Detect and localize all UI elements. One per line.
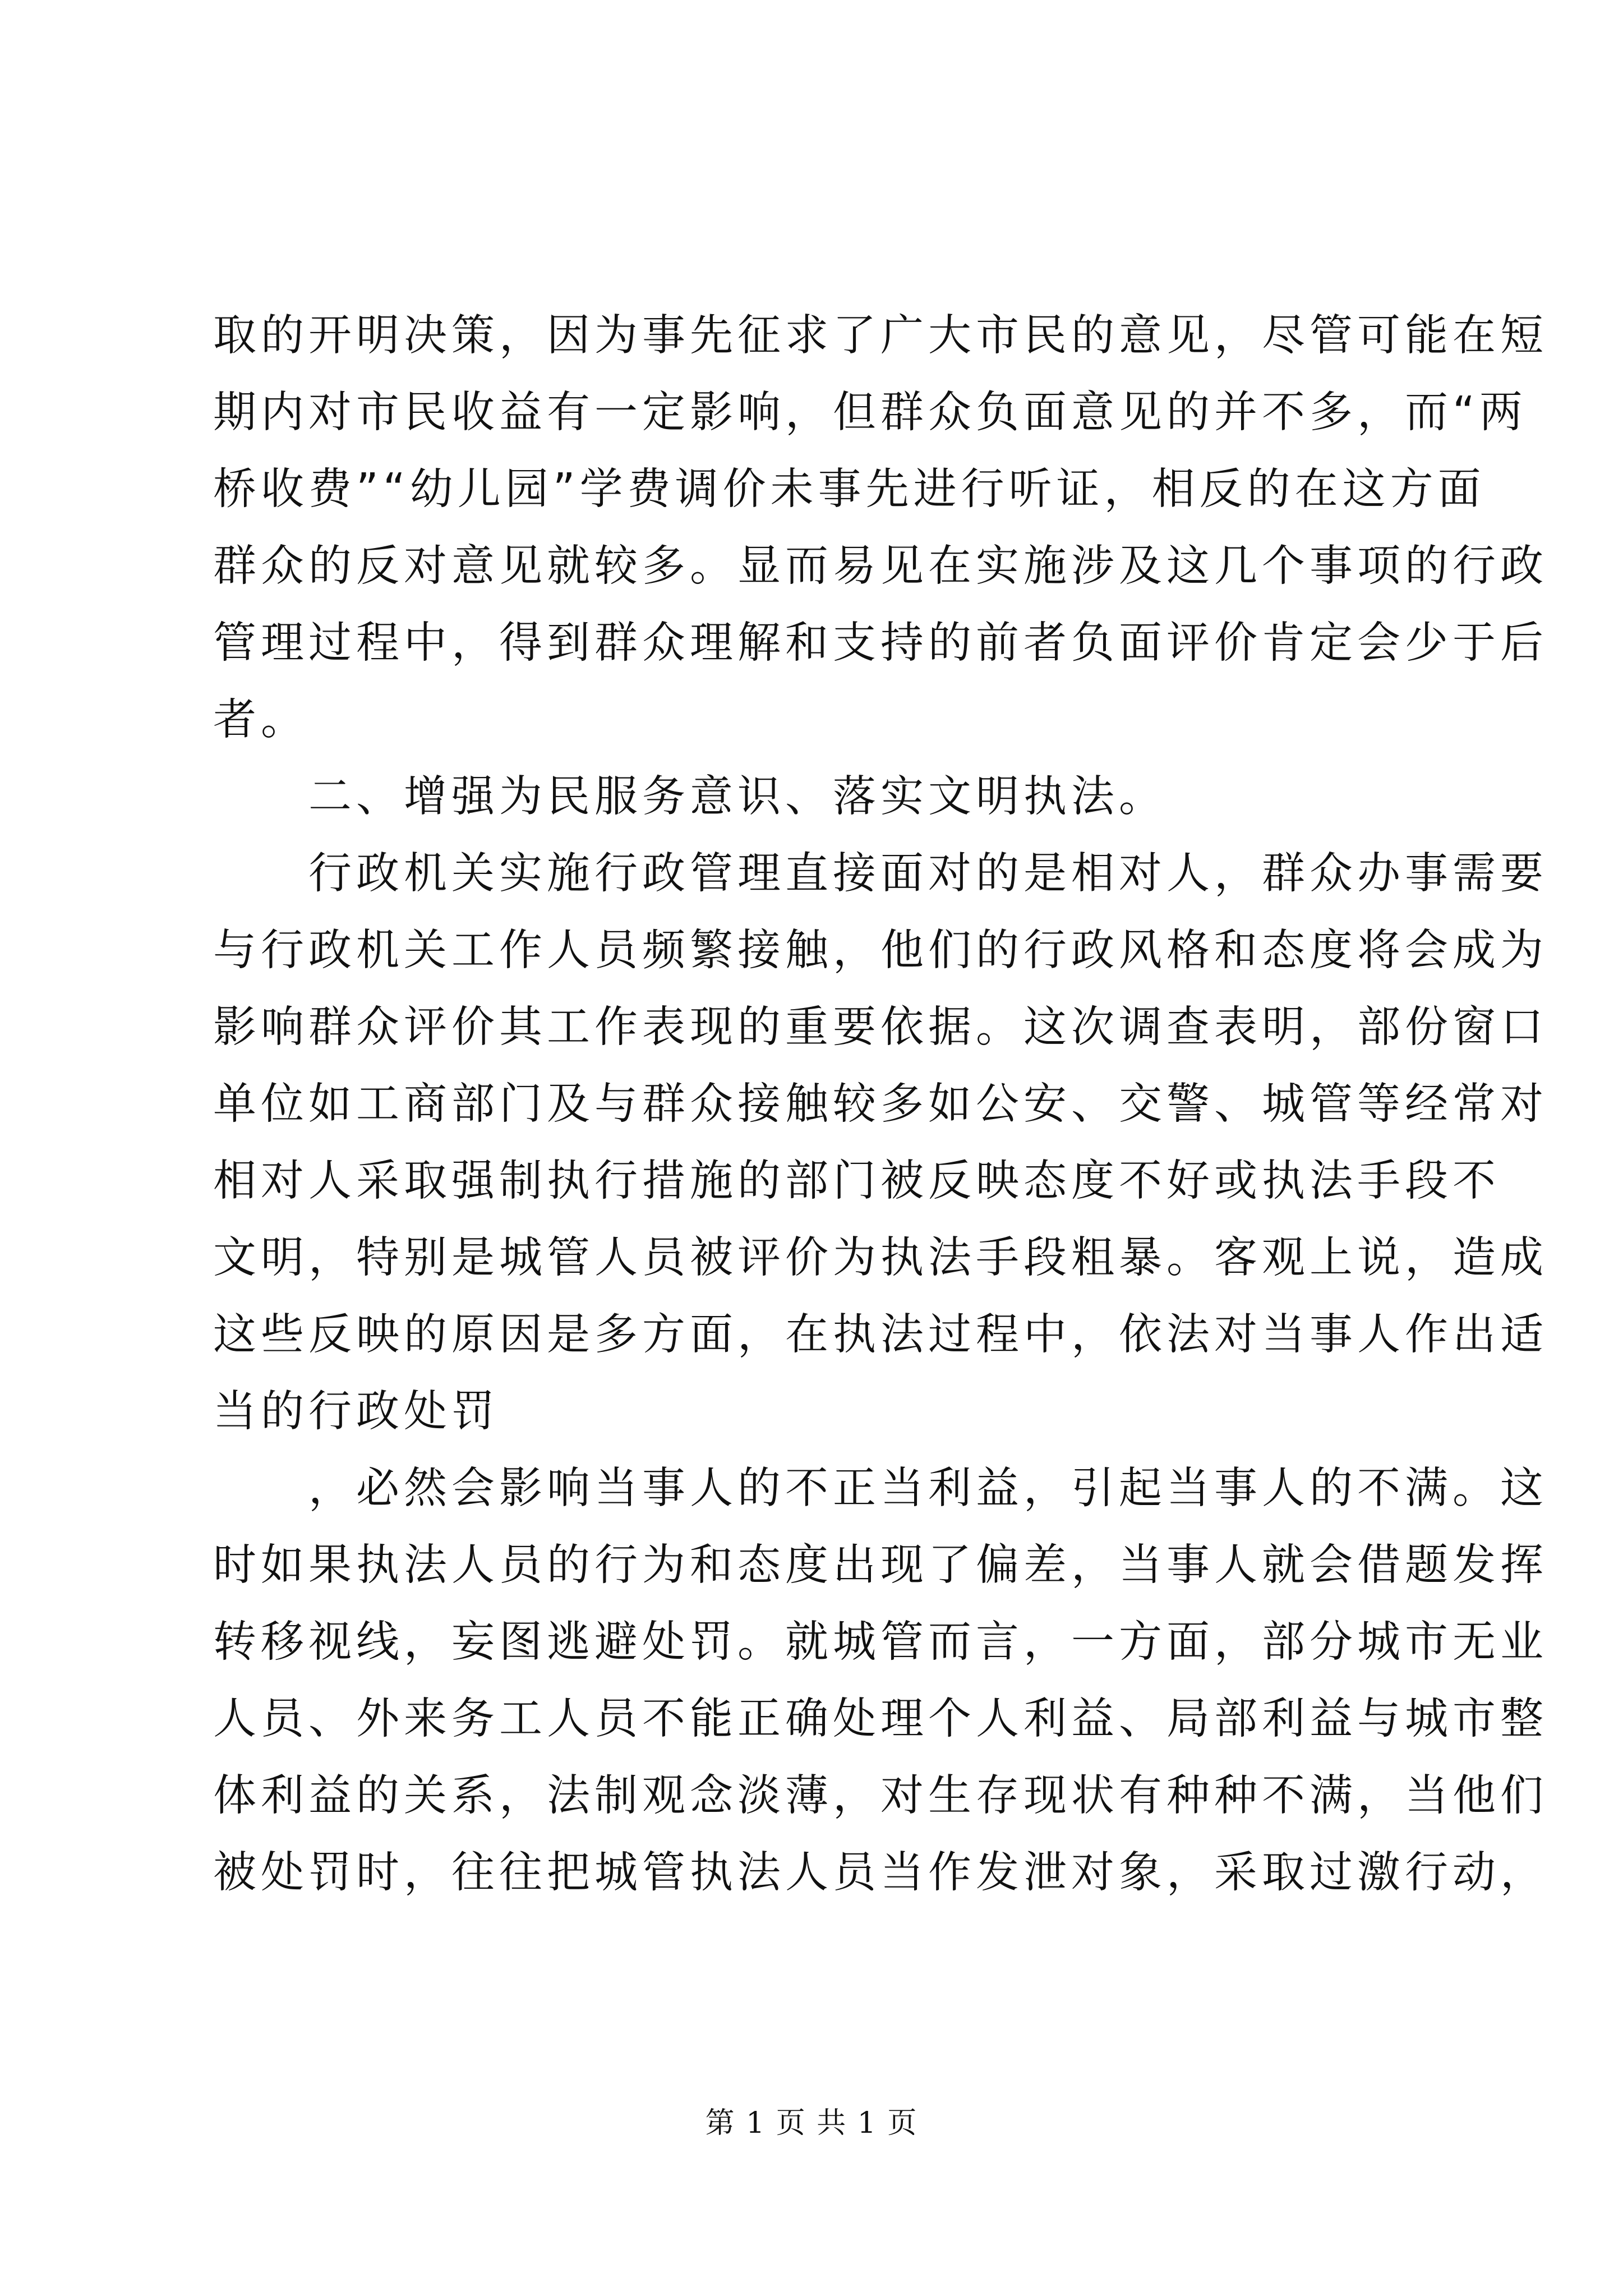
- text-line: 行政机关实施行政管理直接面对的是相对人，群众办事需要: [308, 849, 1548, 899]
- text-line: ，必然会影响当事人的不正当利益，引起当事人的不满。这: [308, 1464, 1548, 1513]
- text-line: 单位如工商部门及与群众接触较多如公安、交警、城管等经常对: [213, 1079, 1548, 1129]
- text-line: 管理过程中，得到群众理解和支持的前者负面评价肯定会少于后: [213, 618, 1548, 668]
- text-line: 文明，特别是城管人员被评价为执法手段粗暴。客观上说，造成: [213, 1233, 1548, 1283]
- body-text: [213, 297, 1548, 1911]
- text-line: 桥收费”“幼儿园”学费调价未事先进行听证，相反的在这方面: [213, 464, 1486, 514]
- text-line: 这些反映的原因是多方面，在执法过程中，依法对当事人作出适: [213, 1310, 1548, 1360]
- text-line: 被处罚时，往往把城管执法人员当作发泄对象，采取过激行动，: [213, 1848, 1548, 1898]
- page-footer: 第 1 页 共 1 页: [705, 2106, 918, 2140]
- text-line: 二、增强为民服务意识、落实文明执法。: [308, 772, 1166, 822]
- text-line: 影响群众评价其工作表现的重要依据。这次调查表明，部份窗口: [213, 1002, 1548, 1052]
- text-line: 时如果执法人员的行为和态度出现了偏差，当事人就会借题发挥: [213, 1540, 1548, 1590]
- text-line: 当的行政处罚: [213, 1387, 499, 1437]
- text-line: 群众的反对意见就较多。显而易见在实施涉及这几个事项的行政: [213, 541, 1548, 591]
- text-line: 体利益的关系，法制观念淡薄，对生存现状有种种不满，当他们: [213, 1771, 1548, 1821]
- text-line: 期内对市民收益有一定影响，但群众负面意见的并不多，而“两: [213, 388, 1527, 438]
- text-line: 人员、外来务工人员不能正确处理个人利益、局部利益与城市整: [213, 1694, 1548, 1744]
- text-line: 取的开明决策，因为事先征求了广大市民的意见，尽管可能在短: [213, 311, 1548, 361]
- text-line: 者。: [213, 695, 308, 745]
- text-line: 与行政机关工作人员频繁接触，他们的行政风格和态度将会成为: [213, 926, 1548, 976]
- text-line: 相对人采取强制执行措施的部门被反映态度不好或执法手段不: [213, 1156, 1500, 1206]
- text-line: 转移视线，妄图逃避处罚。就城管而言，一方面，部分城市无业: [213, 1617, 1548, 1667]
